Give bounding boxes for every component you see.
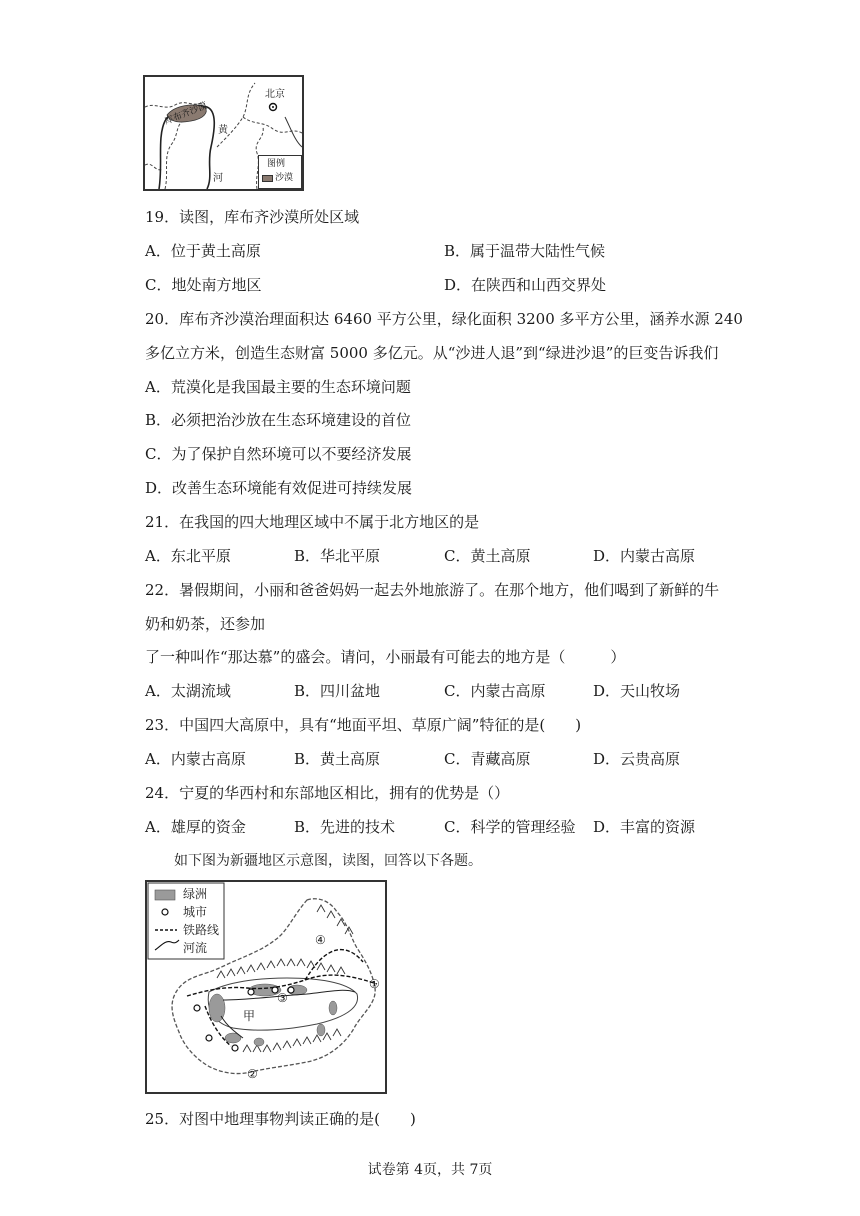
legend-oasis-swatch — [155, 890, 175, 900]
q24-option-d[interactable]: D．丰富的资源 — [593, 818, 696, 836]
q22-option-d[interactable]: D．天山牧场 — [593, 682, 681, 700]
he-label: 河 — [213, 173, 223, 184]
q25-stem: 25．对图中地理事物判读正确的是( ) — [145, 1110, 416, 1128]
q20-stem-line-2: 多亿立方米，创造生态财富 5000 多亿元。从“沙进人退”到“绿进沙退”的巨变告诉我们 — [145, 344, 719, 362]
legend-railway-label: 铁路线 — [183, 923, 220, 937]
q20-option-a[interactable]: A．荒漠化是我国最主要的生态环境问题 — [145, 378, 411, 396]
label-jia: 甲 — [243, 1009, 256, 1023]
beijing-label: 北京 — [265, 89, 285, 100]
page-footer: 试卷第 4页，共 7页 — [367, 1162, 493, 1178]
q20-stem-line-1: 20．库布齐沙漠治理面积达 6460 平方公里，绿化面积 3200 多平方公里，涵养水源 240 — [145, 310, 743, 328]
q22-stem-line-3: 了一种叫作“那达慕”的盛会。请问，小丽最有可能去的地方是（ ） — [145, 648, 626, 666]
q19-option-a[interactable]: A．位于黄土高原 — [145, 242, 261, 260]
q23-stem: 23．中国四大高原中，具有“地面平坦、草原广阔”特征的是( ) — [145, 716, 582, 734]
xinjiang-map — [145, 880, 387, 1094]
q22-stem-line-1: 22．暑假期间，小丽和爸爸妈妈一起去外地旅游了。在那个地方，他们喝到了新鲜的牛 — [145, 581, 720, 599]
legend-city-label: 城市 — [183, 905, 208, 919]
q22-option-c[interactable]: C．内蒙古高原 — [444, 682, 546, 700]
q19-option-d[interactable]: D．在陕西和山西交界处 — [444, 276, 607, 294]
map2-intro: 如下图为新疆地区示意图，读图，回答以下各题。 — [174, 853, 482, 869]
label-marker-1: ① — [369, 977, 380, 991]
q23-option-b[interactable]: B．黄土高原 — [294, 750, 381, 768]
legend-title: 图例 — [267, 159, 286, 169]
q21-option-c[interactable]: C．黄土高原 — [444, 547, 531, 565]
q23-option-d[interactable]: D．云贵高原 — [593, 750, 681, 768]
legend-desert-swatch — [262, 175, 273, 182]
q24-option-b[interactable]: B．先进的技术 — [294, 818, 396, 836]
q23-option-a[interactable]: A．内蒙古高原 — [145, 750, 246, 768]
label-marker-4: ④ — [315, 933, 326, 947]
legend-oasis-label: 绿洲 — [183, 887, 208, 901]
q20-option-d[interactable]: D．改善生态环境能有效促进可持续发展 — [145, 479, 413, 497]
kubuqi-desert-map — [143, 75, 304, 191]
q19-option-b[interactable]: B．属于温带大陆性气候 — [444, 242, 606, 260]
map1-legend — [258, 155, 302, 189]
label-marker-2: ② — [247, 1067, 258, 1081]
huang-label: 黄 — [218, 125, 228, 136]
label-marker-3: ③ — [277, 991, 288, 1005]
kubuqi-label: 库布齐沙漠 — [163, 101, 209, 128]
q21-stem: 21．在我国的四大地理区域中不属于北方地区的是 — [145, 513, 480, 531]
q21-option-b[interactable]: B．华北平原 — [294, 547, 381, 565]
q19-option-c[interactable]: C．地处南方地区 — [145, 276, 262, 294]
q20-option-b[interactable]: B．必须把治沙放在生态环境建设的首位 — [145, 411, 412, 429]
q22-option-a[interactable]: A．太湖流域 — [145, 682, 231, 700]
legend-desert-label: 沙漠 — [275, 173, 294, 183]
q22-option-b[interactable]: B．四川盆地 — [294, 682, 381, 700]
q22-stem-line-2: 奶和奶茶，还参加 — [145, 615, 266, 633]
q19-stem: 19．读图，库布齐沙漠所处区域 — [145, 208, 360, 226]
q20-option-c[interactable]: C．为了保护自然环境可以不要经济发展 — [145, 445, 412, 463]
legend-river-label: 河流 — [183, 941, 208, 955]
q24-stem: 24．宁夏的华西村和东部地区相比，拥有的优势是（） — [145, 784, 510, 802]
q21-option-a[interactable]: A．东北平原 — [145, 547, 231, 565]
q24-option-c[interactable]: C．科学的管理经验 — [444, 818, 576, 836]
q21-option-d[interactable]: D．内蒙古高原 — [593, 547, 696, 565]
legend-city-swatch — [162, 909, 168, 915]
q24-option-a[interactable]: A．雄厚的资金 — [145, 818, 246, 836]
q23-option-c[interactable]: C．青藏高原 — [444, 750, 531, 768]
